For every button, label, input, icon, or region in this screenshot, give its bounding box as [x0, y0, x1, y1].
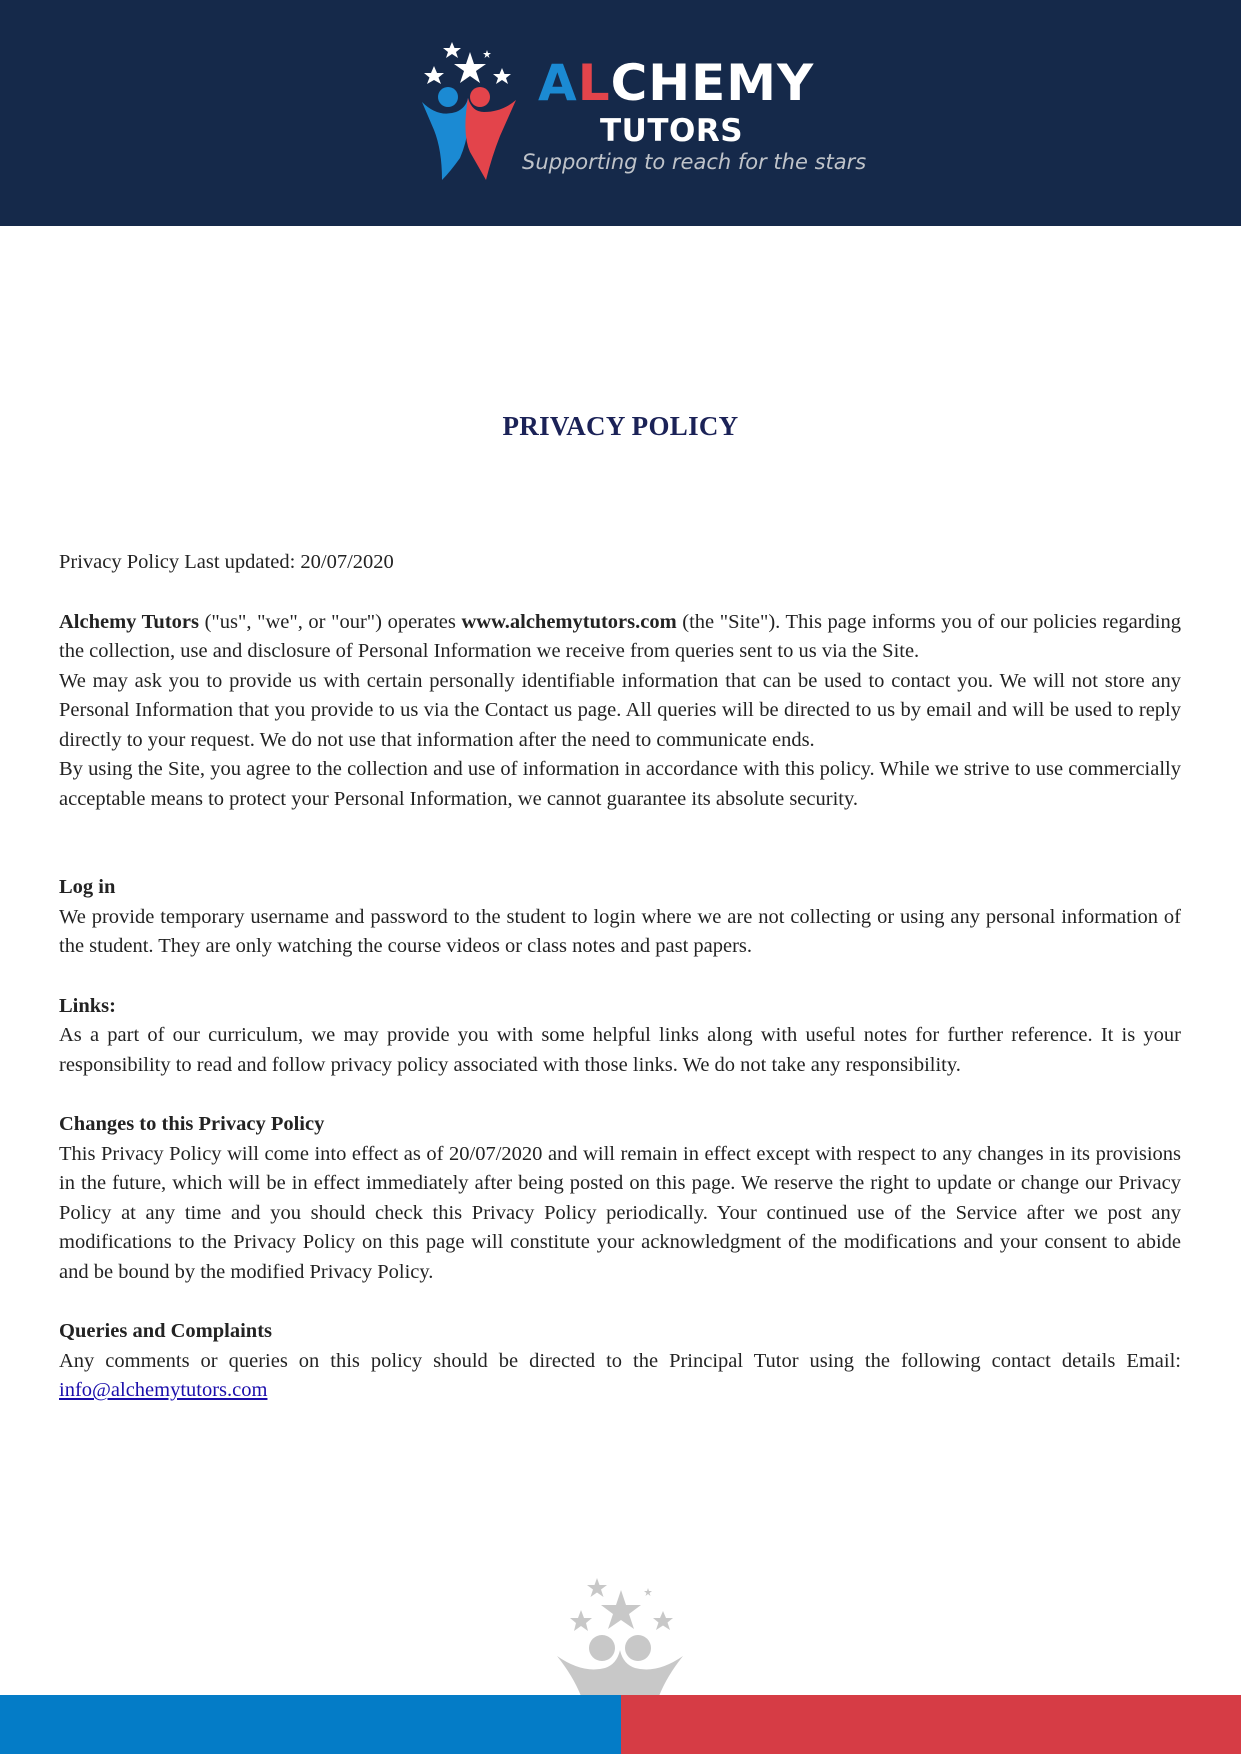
brand-tagline: Supporting to reach for the stars: [522, 150, 867, 174]
section-heading-links: Links:: [59, 994, 116, 1017]
section-body-login: We provide temporary username and password to the student to login where we are not collecting or using any personal information of the student. They are only watching the course videos or class notes and past papers.: [59, 905, 1181, 957]
section-body-changes: This Privacy Policy will come into effect as of 20/07/2020 and will remain in effect except with respect to any changes in its provisions in the future, which will be in effect immediately after being posted on this page. We reserve the right to update or change our Privacy Policy at any time and you should check this Privacy Policy periodically. Your continued use of the Service after we post any modifications to the Privacy Policy on this page will constitute your acknowledgment of the modifications and your consent to abide and be bound by the modified Privacy Policy.: [59, 1142, 1181, 1283]
last-updated: Privacy Policy Last updated: 20/07/2020: [59, 551, 394, 573]
email-link[interactable]: info@alchemytutors.com: [59, 1379, 268, 1401]
policy-body: [59, 548, 1181, 1406]
stars-and-people-watermark-icon: [555, 1568, 685, 1696]
brand-subtitle: TUTORS: [600, 113, 744, 149]
section-body-links: As a part of our curriculum, we may provide you with some helpful links along with useful notes for further reference. It is your responsibility to read and follow privacy policy associated with those links. We do not take any responsibility.: [59, 1024, 1181, 1076]
section-heading-login: Log in: [59, 876, 116, 898]
section-heading-changes: Changes to this Privacy Policy: [59, 1113, 325, 1135]
site-url: www.alchemytutors.com: [461, 610, 677, 633]
header-banner: [0, 0, 1241, 226]
section-heading-queries: Queries and Complaints: [59, 1320, 272, 1342]
consent-paragraph: By using the Site, you agree to the collection and use of information in accordance with this policy. While we strive to use commercially acceptable means to protect your Personal Information, we cannot guarantee its absolute security.: [59, 758, 1181, 810]
intro-paragraph: Alchemy Tutors ("us", "we", or "our") operates www.alchemytutors.com (the "Site"). This page informs you of our policies regarding the collection, use and disclosure of Personal Information we receive from queries sent to us via the Site.: [59, 610, 1181, 662]
stars-and-people-icon: [420, 40, 520, 180]
brand-letter-l: L: [577, 54, 611, 112]
section-body-queries: Any comments or queries on this policy should be directed to the Principal Tutor using the following contact details Email: info@alchemytutors.com: [59, 1349, 1181, 1401]
company-name: Alchemy Tutors: [59, 610, 199, 633]
page-title: PRIVACY POLICY: [502, 411, 739, 441]
footer-bar-blue: [0, 1695, 621, 1754]
alchemy-tutors-logo: [420, 40, 867, 185]
personal-info-paragraph: We may ask you to provide us with certain personally identifiable information that can be used to contact you. We will not store any Personal Information that you provide to us via the Contact us page. All queries will be directed to us by email and will be used to reply directly to your request. We do not use that information after the need to communicate ends.: [59, 669, 1181, 751]
brand-letter-a: A: [538, 54, 578, 112]
brand-name: [538, 54, 815, 112]
footer-bar-red: [621, 1695, 1241, 1754]
brand-rest: CHEMY: [610, 54, 815, 112]
